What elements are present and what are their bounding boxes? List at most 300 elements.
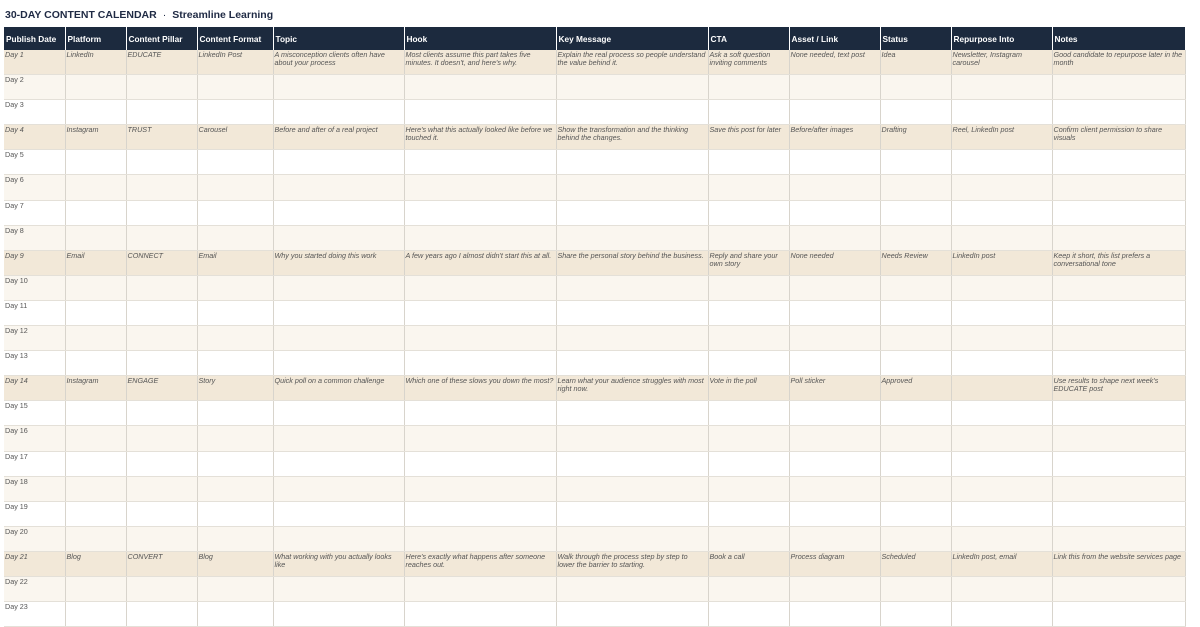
cell-publish-date[interactable]: Day 8 — [4, 225, 65, 250]
cell-content-pillar[interactable] — [126, 351, 197, 376]
cell-publish-date[interactable]: Day 4 — [4, 125, 65, 150]
cell-topic[interactable] — [273, 175, 404, 200]
cell-content-pillar[interactable] — [126, 275, 197, 300]
cell-content-format[interactable] — [197, 326, 273, 351]
cell-status[interactable] — [880, 75, 951, 100]
cell-status[interactable] — [880, 602, 951, 627]
cell-content-format[interactable] — [197, 526, 273, 551]
cell-notes[interactable] — [1052, 75, 1185, 100]
cell-content-format[interactable] — [197, 426, 273, 451]
cell-cta[interactable] — [708, 326, 789, 351]
cell-status[interactable] — [880, 200, 951, 225]
cell-status[interactable] — [880, 426, 951, 451]
cell-content-pillar[interactable] — [126, 476, 197, 501]
col-header-platform[interactable]: Platform — [65, 27, 126, 50]
cell-hook[interactable] — [404, 476, 556, 501]
cell-asset-link[interactable]: Before/after images — [789, 125, 880, 150]
cell-asset-link[interactable] — [789, 300, 880, 325]
cell-notes[interactable]: Keep it short, this list prefers a conversational tone — [1052, 250, 1185, 275]
cell-content-pillar[interactable]: EDUCATE — [126, 50, 197, 75]
cell-key-message[interactable]: Share the personal story behind the business. — [556, 250, 708, 275]
cell-content-pillar[interactable] — [126, 602, 197, 627]
cell-asset-link[interactable] — [789, 501, 880, 526]
cell-status[interactable] — [880, 275, 951, 300]
cell-cta[interactable] — [708, 75, 789, 100]
cell-notes[interactable] — [1052, 401, 1185, 426]
cell-topic[interactable]: Quick poll on a common challenge — [273, 376, 404, 401]
cell-asset-link[interactable] — [789, 526, 880, 551]
cell-topic[interactable] — [273, 275, 404, 300]
cell-asset-link[interactable] — [789, 476, 880, 501]
cell-repurpose-into[interactable] — [951, 426, 1052, 451]
table-row — [4, 376, 1185, 401]
cell-content-format[interactable] — [197, 300, 273, 325]
cell-cta[interactable]: Ask a soft question inviting comments — [708, 50, 789, 75]
cell-repurpose-into[interactable] — [951, 501, 1052, 526]
cell-key-message[interactable] — [556, 175, 708, 200]
cell-topic[interactable]: What working with you actually looks like — [273, 551, 404, 576]
cell-publish-date[interactable]: Day 10 — [4, 275, 65, 300]
cell-notes[interactable] — [1052, 476, 1185, 501]
table-row — [4, 225, 1185, 250]
cell-hook[interactable] — [404, 401, 556, 426]
cell-key-message[interactable] — [556, 150, 708, 175]
cell-status[interactable] — [880, 100, 951, 125]
cell-content-format[interactable] — [197, 200, 273, 225]
cell-asset-link[interactable] — [789, 576, 880, 601]
cell-cta[interactable] — [708, 451, 789, 476]
cell-repurpose-into[interactable] — [951, 200, 1052, 225]
cell-key-message[interactable] — [556, 451, 708, 476]
cell-repurpose-into[interactable] — [951, 451, 1052, 476]
cell-content-pillar[interactable] — [126, 150, 197, 175]
cell-topic[interactable]: A misconception clients often have about your process — [273, 50, 404, 75]
cell-repurpose-into[interactable] — [951, 300, 1052, 325]
cell-content-pillar[interactable] — [126, 225, 197, 250]
cell-status[interactable]: Idea — [880, 50, 951, 75]
cell-key-message[interactable] — [556, 401, 708, 426]
cell-hook[interactable] — [404, 75, 556, 100]
cell-notes[interactable]: Confirm client permission to share visuals — [1052, 125, 1185, 150]
cell-publish-date[interactable]: Day 14 — [4, 376, 65, 401]
cell-notes[interactable] — [1052, 150, 1185, 175]
cell-publish-date[interactable]: Day 23 — [4, 602, 65, 627]
cell-topic[interactable] — [273, 100, 404, 125]
cell-repurpose-into[interactable] — [951, 576, 1052, 601]
col-header-notes[interactable]: Notes — [1052, 27, 1185, 50]
cell-content-format[interactable] — [197, 476, 273, 501]
cell-publish-date[interactable]: Day 15 — [4, 401, 65, 426]
cell-topic[interactable]: Before and after of a real project — [273, 125, 404, 150]
cell-content-pillar[interactable] — [126, 451, 197, 476]
cell-platform[interactable] — [65, 501, 126, 526]
cell-content-pillar[interactable] — [126, 326, 197, 351]
cell-platform[interactable]: Email — [65, 250, 126, 275]
cell-content-pillar[interactable]: CONNECT — [126, 250, 197, 275]
cell-status[interactable] — [880, 225, 951, 250]
cell-platform[interactable] — [65, 576, 126, 601]
cell-asset-link[interactable] — [789, 326, 880, 351]
cell-publish-date[interactable]: Day 5 — [4, 150, 65, 175]
cell-cta[interactable]: Book a call — [708, 551, 789, 576]
cell-asset-link[interactable]: Poll sticker — [789, 376, 880, 401]
cell-asset-link[interactable] — [789, 275, 880, 300]
cell-repurpose-into[interactable] — [951, 100, 1052, 125]
cell-status[interactable] — [880, 526, 951, 551]
cell-hook[interactable] — [404, 576, 556, 601]
cell-hook[interactable] — [404, 200, 556, 225]
cell-hook[interactable] — [404, 175, 556, 200]
cell-publish-date[interactable]: Day 16 — [4, 426, 65, 451]
cell-cta[interactable] — [708, 526, 789, 551]
cell-asset-link[interactable] — [789, 225, 880, 250]
cell-repurpose-into[interactable] — [951, 526, 1052, 551]
cell-hook[interactable] — [404, 602, 556, 627]
cell-key-message[interactable] — [556, 300, 708, 325]
cell-notes[interactable] — [1052, 300, 1185, 325]
cell-cta[interactable] — [708, 426, 789, 451]
cell-status[interactable] — [880, 175, 951, 200]
col-header-publish-date[interactable]: Publish Date — [4, 27, 65, 50]
cell-platform[interactable]: LinkedIn — [65, 50, 126, 75]
cell-repurpose-into[interactable] — [951, 326, 1052, 351]
cell-key-message[interactable]: Explain the real process so people understand the value behind it. — [556, 50, 708, 75]
cell-content-format[interactable]: LinkedIn Post — [197, 50, 273, 75]
cell-topic[interactable] — [273, 150, 404, 175]
cell-platform[interactable] — [65, 451, 126, 476]
cell-asset-link[interactable] — [789, 75, 880, 100]
cell-repurpose-into[interactable] — [951, 175, 1052, 200]
cell-content-format[interactable]: Email — [197, 250, 273, 275]
cell-repurpose-into[interactable] — [951, 476, 1052, 501]
cell-topic[interactable]: Why you started doing this work — [273, 250, 404, 275]
cell-notes[interactable] — [1052, 275, 1185, 300]
cell-asset-link[interactable]: Process diagram — [789, 551, 880, 576]
cell-content-pillar[interactable]: TRUST — [126, 125, 197, 150]
cell-notes[interactable] — [1052, 100, 1185, 125]
cell-platform[interactable] — [65, 426, 126, 451]
cell-notes[interactable] — [1052, 526, 1185, 551]
col-header-content-format[interactable]: Content Format — [197, 27, 273, 50]
cell-publish-date[interactable]: Day 1 — [4, 50, 65, 75]
cell-key-message[interactable]: Show the transformation and the thinking behind the changes. — [556, 125, 708, 150]
cell-key-message[interactable]: Learn what your audience struggles with most right now. — [556, 376, 708, 401]
col-header-content-pillar[interactable]: Content Pillar — [126, 27, 197, 50]
calendar-title: 30-DAY CONTENT CALENDAR — [5, 9, 157, 21]
cell-publish-date[interactable]: Day 17 — [4, 451, 65, 476]
cell-content-format[interactable] — [197, 451, 273, 476]
cell-status[interactable] — [880, 451, 951, 476]
cell-key-message[interactable] — [556, 351, 708, 376]
cell-notes[interactable] — [1052, 326, 1185, 351]
col-header-key-message[interactable]: Key Message — [556, 27, 708, 50]
cell-asset-link[interactable] — [789, 351, 880, 376]
cell-platform[interactable] — [65, 602, 126, 627]
cell-cta[interactable] — [708, 576, 789, 601]
cell-topic[interactable] — [273, 326, 404, 351]
cell-platform[interactable] — [65, 300, 126, 325]
cell-cta[interactable] — [708, 175, 789, 200]
cell-asset-link[interactable] — [789, 150, 880, 175]
cell-cta[interactable] — [708, 602, 789, 627]
cell-platform[interactable] — [65, 75, 126, 100]
cell-notes[interactable]: Use results to shape next week's EDUCATE post — [1052, 376, 1185, 401]
cell-repurpose-into[interactable]: LinkedIn post, email — [951, 551, 1052, 576]
cell-hook[interactable] — [404, 326, 556, 351]
cell-repurpose-into[interactable] — [951, 401, 1052, 426]
cell-asset-link[interactable] — [789, 451, 880, 476]
table-row — [4, 602, 1185, 627]
table-row — [4, 250, 1185, 275]
cell-content-pillar[interactable]: CONVERT — [126, 551, 197, 576]
cell-content-format[interactable] — [197, 225, 273, 250]
cell-publish-date[interactable]: Day 12 — [4, 326, 65, 351]
cell-asset-link[interactable] — [789, 175, 880, 200]
cell-hook[interactable] — [404, 100, 556, 125]
col-header-hook[interactable]: Hook — [404, 27, 556, 50]
cell-platform[interactable] — [65, 200, 126, 225]
cell-hook[interactable] — [404, 501, 556, 526]
cell-notes[interactable] — [1052, 451, 1185, 476]
cell-platform[interactable]: Instagram — [65, 376, 126, 401]
cell-topic[interactable] — [273, 351, 404, 376]
cell-asset-link[interactable]: None needed — [789, 250, 880, 275]
cell-status[interactable] — [880, 326, 951, 351]
cell-platform[interactable] — [65, 476, 126, 501]
cell-hook[interactable]: Which one of these slows you down the most? — [404, 376, 556, 401]
cell-status[interactable]: Approved — [880, 376, 951, 401]
cell-content-pillar[interactable] — [126, 526, 197, 551]
cell-cta[interactable] — [708, 100, 789, 125]
cell-platform[interactable]: Instagram — [65, 125, 126, 150]
cell-content-pillar[interactable] — [126, 426, 197, 451]
cell-status[interactable] — [880, 476, 951, 501]
cell-asset-link[interactable] — [789, 426, 880, 451]
cell-repurpose-into[interactable]: Newsletter, Instagram carousel — [951, 50, 1052, 75]
cell-cta[interactable]: Vote in the poll — [708, 376, 789, 401]
cell-notes[interactable] — [1052, 225, 1185, 250]
cell-content-pillar[interactable] — [126, 401, 197, 426]
cell-cta[interactable] — [708, 150, 789, 175]
col-header-cta[interactable]: CTA — [708, 27, 789, 50]
col-header-topic[interactable]: Topic — [273, 27, 404, 50]
cell-status[interactable] — [880, 401, 951, 426]
cell-repurpose-into[interactable] — [951, 376, 1052, 401]
cell-hook[interactable] — [404, 275, 556, 300]
cell-hook[interactable] — [404, 225, 556, 250]
cell-hook[interactable]: A few years ago I almost didn't start this at all. — [404, 250, 556, 275]
cell-repurpose-into[interactable]: Reel, LinkedIn post — [951, 125, 1052, 150]
cell-repurpose-into[interactable]: LinkedIn post — [951, 250, 1052, 275]
cell-content-pillar[interactable] — [126, 501, 197, 526]
cell-topic[interactable] — [273, 526, 404, 551]
cell-publish-date[interactable]: Day 19 — [4, 501, 65, 526]
cell-platform[interactable]: Blog — [65, 551, 126, 576]
cell-repurpose-into[interactable] — [951, 351, 1052, 376]
cell-repurpose-into[interactable] — [951, 602, 1052, 627]
cell-key-message[interactable] — [556, 225, 708, 250]
cell-topic[interactable] — [273, 451, 404, 476]
cell-content-format[interactable]: Blog — [197, 551, 273, 576]
cell-hook[interactable] — [404, 526, 556, 551]
cell-publish-date[interactable]: Day 7 — [4, 200, 65, 225]
cell-platform[interactable] — [65, 175, 126, 200]
cell-notes[interactable]: Good candidate to repurpose later in the month — [1052, 50, 1185, 75]
cell-cta[interactable] — [708, 275, 789, 300]
cell-platform[interactable] — [65, 326, 126, 351]
cell-key-message[interactable] — [556, 476, 708, 501]
cell-content-format[interactable] — [197, 75, 273, 100]
cell-key-message[interactable] — [556, 576, 708, 601]
cell-hook[interactable] — [404, 150, 556, 175]
cell-platform[interactable] — [65, 275, 126, 300]
cell-hook[interactable] — [404, 426, 556, 451]
cell-asset-link[interactable]: None needed, text post — [789, 50, 880, 75]
cell-publish-date[interactable]: Day 20 — [4, 526, 65, 551]
cell-content-pillar[interactable] — [126, 75, 197, 100]
cell-key-message[interactable] — [556, 426, 708, 451]
cell-content-format[interactable] — [197, 150, 273, 175]
content-calendar-table — [4, 27, 1186, 627]
cell-hook[interactable]: Most clients assume this part takes five minutes. It doesn't, and here's why. — [404, 50, 556, 75]
cell-publish-date[interactable]: Day 13 — [4, 351, 65, 376]
cell-status[interactable]: Drafting — [880, 125, 951, 150]
table-row — [4, 100, 1185, 125]
cell-content-pillar[interactable]: ENGAGE — [126, 376, 197, 401]
cell-content-format[interactable] — [197, 602, 273, 627]
cell-notes[interactable] — [1052, 175, 1185, 200]
cell-topic[interactable] — [273, 75, 404, 100]
cell-topic[interactable] — [273, 401, 404, 426]
cell-topic[interactable] — [273, 476, 404, 501]
cell-status[interactable] — [880, 351, 951, 376]
cell-hook[interactable] — [404, 351, 556, 376]
cell-content-pillar[interactable] — [126, 200, 197, 225]
cell-content-format[interactable]: Carousel — [197, 125, 273, 150]
cell-platform[interactable] — [65, 225, 126, 250]
cell-publish-date[interactable]: Day 2 — [4, 75, 65, 100]
cell-topic[interactable] — [273, 501, 404, 526]
cell-asset-link[interactable] — [789, 602, 880, 627]
cell-topic[interactable] — [273, 225, 404, 250]
table-row — [4, 326, 1185, 351]
cell-status[interactable]: Needs Review — [880, 250, 951, 275]
cell-topic[interactable] — [273, 426, 404, 451]
cell-status[interactable] — [880, 576, 951, 601]
cell-hook[interactable]: Here's what this actually looked like before we touched it. — [404, 125, 556, 150]
col-header-asset-link[interactable]: Asset / Link — [789, 27, 880, 50]
cell-publish-date[interactable]: Day 3 — [4, 100, 65, 125]
cell-repurpose-into[interactable] — [951, 275, 1052, 300]
cell-content-format[interactable] — [197, 576, 273, 601]
cell-content-pillar[interactable] — [126, 300, 197, 325]
cell-content-pillar[interactable] — [126, 175, 197, 200]
cell-content-format[interactable] — [197, 100, 273, 125]
cell-topic[interactable] — [273, 576, 404, 601]
cell-repurpose-into[interactable] — [951, 150, 1052, 175]
cell-key-message[interactable] — [556, 326, 708, 351]
col-header-status[interactable]: Status — [880, 27, 951, 50]
cell-content-pillar[interactable] — [126, 576, 197, 601]
cell-topic[interactable] — [273, 300, 404, 325]
cell-topic[interactable] — [273, 602, 404, 627]
cell-repurpose-into[interactable] — [951, 225, 1052, 250]
cell-key-message[interactable]: Walk through the process step by step to lower the barrier to starting. — [556, 551, 708, 576]
cell-publish-date[interactable]: Day 11 — [4, 300, 65, 325]
cell-content-format[interactable]: Story — [197, 376, 273, 401]
cell-platform[interactable] — [65, 150, 126, 175]
cell-platform[interactable] — [65, 100, 126, 125]
cell-notes[interactable] — [1052, 576, 1185, 601]
cell-cta[interactable] — [708, 300, 789, 325]
cell-cta[interactable]: Reply and share your own story — [708, 250, 789, 275]
table-row — [4, 426, 1185, 451]
cell-content-format[interactable] — [197, 175, 273, 200]
cell-asset-link[interactable] — [789, 401, 880, 426]
table-row — [4, 150, 1185, 175]
cell-cta[interactable] — [708, 351, 789, 376]
cell-notes[interactable] — [1052, 602, 1185, 627]
cell-notes[interactable] — [1052, 351, 1185, 376]
cell-platform[interactable] — [65, 351, 126, 376]
cell-notes[interactable]: Link this from the website services page — [1052, 551, 1185, 576]
col-header-repurpose-into[interactable]: Repurpose Into — [951, 27, 1052, 50]
cell-status[interactable]: Scheduled — [880, 551, 951, 576]
cell-hook[interactable]: Here's exactly what happens after someone reaches out. — [404, 551, 556, 576]
cell-publish-date[interactable]: Day 9 — [4, 250, 65, 275]
cell-cta[interactable]: Save this post for later — [708, 125, 789, 150]
cell-platform[interactable] — [65, 526, 126, 551]
cell-asset-link[interactable] — [789, 200, 880, 225]
calendar-subtitle: Streamline Learning — [172, 9, 274, 21]
cell-notes[interactable] — [1052, 501, 1185, 526]
cell-content-format[interactable] — [197, 275, 273, 300]
cell-publish-date[interactable]: Day 18 — [4, 476, 65, 501]
cell-cta[interactable] — [708, 476, 789, 501]
cell-publish-date[interactable]: Day 22 — [4, 576, 65, 601]
cell-hook[interactable] — [404, 451, 556, 476]
cell-key-message[interactable] — [556, 100, 708, 125]
cell-notes[interactable] — [1052, 426, 1185, 451]
cell-publish-date[interactable]: Day 21 — [4, 551, 65, 576]
cell-hook[interactable] — [404, 300, 556, 325]
cell-publish-date[interactable]: Day 6 — [4, 175, 65, 200]
cell-cta[interactable] — [708, 225, 789, 250]
cell-notes[interactable] — [1052, 200, 1185, 225]
cell-key-message[interactable] — [556, 275, 708, 300]
cell-cta[interactable] — [708, 401, 789, 426]
cell-status[interactable] — [880, 501, 951, 526]
cell-content-format[interactable] — [197, 401, 273, 426]
cell-content-format[interactable] — [197, 351, 273, 376]
cell-repurpose-into[interactable] — [951, 75, 1052, 100]
cell-status[interactable] — [880, 300, 951, 325]
cell-topic[interactable] — [273, 200, 404, 225]
cell-platform[interactable] — [65, 401, 126, 426]
cell-asset-link[interactable] — [789, 100, 880, 125]
cell-key-message[interactable] — [556, 602, 708, 627]
cell-cta[interactable] — [708, 200, 789, 225]
cell-key-message[interactable] — [556, 75, 708, 100]
cell-key-message[interactable] — [556, 501, 708, 526]
cell-content-format[interactable] — [197, 501, 273, 526]
cell-key-message[interactable] — [556, 200, 708, 225]
cell-key-message[interactable] — [556, 526, 708, 551]
cell-status[interactable] — [880, 150, 951, 175]
table-row — [4, 300, 1185, 325]
cell-cta[interactable] — [708, 501, 789, 526]
cell-content-pillar[interactable] — [126, 100, 197, 125]
